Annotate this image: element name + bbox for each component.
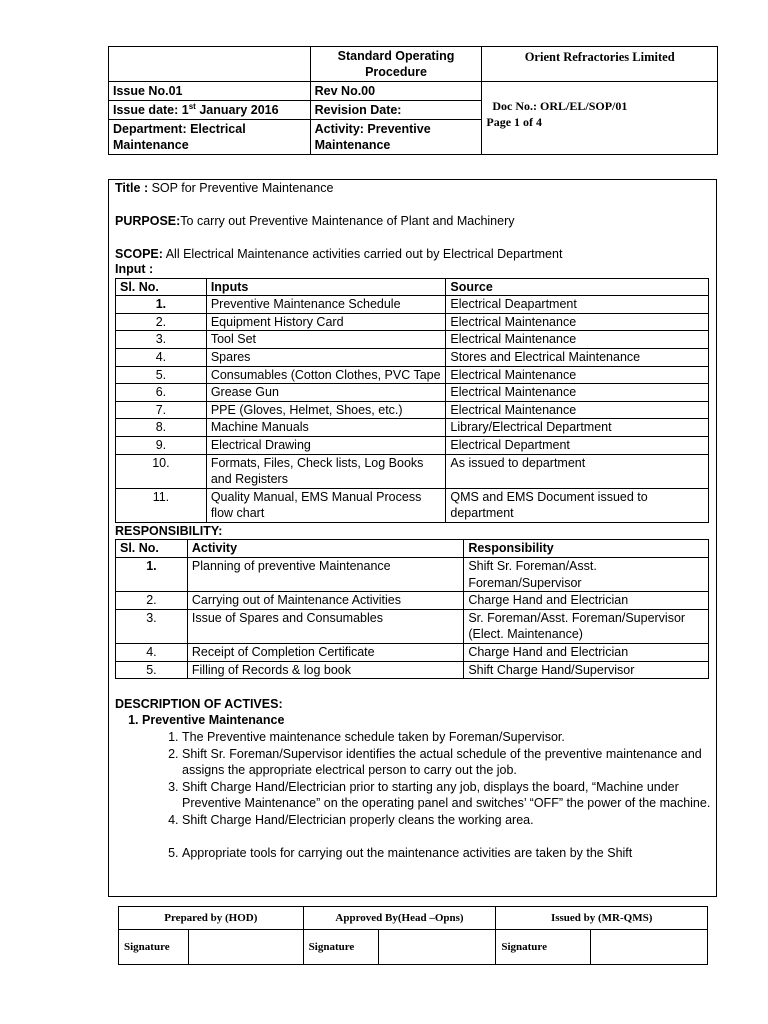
- input-row: [116, 366, 709, 384]
- doc-info: [482, 82, 718, 155]
- resp_table-cell: Carrying out of Maintenance Activities: [187, 592, 463, 610]
- inputs_table-cell: Formats, Files, Check lists, Log Books and Registers: [206, 454, 446, 488]
- description-heading: DESCRIPTION OF ACTIVES:: [115, 696, 283, 711]
- inputs_table-cell: 9.: [116, 436, 207, 454]
- inputs_table-cell: Electrical Drawing: [206, 436, 446, 454]
- inputs_table-cell: Tool Set: [206, 331, 446, 349]
- input-row: [116, 313, 709, 331]
- step-item: 1. The Preventive maintenance schedule taken by Foreman/Supervisor.: [182, 729, 715, 746]
- revision-date: Revision Date:: [310, 101, 482, 120]
- inputs_table-cell: As issued to department: [446, 454, 709, 488]
- resp_table-cell: Issue of Spares and Consumables: [187, 609, 463, 643]
- signature-label-issued: Signature: [496, 930, 591, 965]
- responsibility-table: [115, 539, 709, 679]
- resp_table-header-cell: Activity: [187, 540, 463, 558]
- inputs_table-cell: 6.: [116, 384, 207, 402]
- inputs_table-cell: Consumables (Cotton Clothes, PVC Tape: [206, 366, 446, 384]
- signature-label-approved: Signature: [303, 930, 378, 965]
- doc-type: Standard Operating Procedure: [310, 47, 482, 82]
- input-row: [116, 331, 709, 349]
- steps-list: [142, 729, 715, 862]
- inputs_table-cell: Equipment History Card: [206, 313, 446, 331]
- resp_table-cell: Receipt of Completion Certificate: [187, 644, 463, 662]
- inputs_table-cell: Electrical Deapartment: [446, 296, 709, 314]
- resp_table-header-cell: Sl. No.: [116, 540, 188, 558]
- page-number: Page 1 of 4: [486, 115, 543, 129]
- resp_table-cell: Charge Hand and Electrician: [464, 592, 709, 610]
- responsibility-row: [116, 661, 709, 679]
- inputs_table-header-row: [116, 278, 709, 296]
- section-preventive-maintenance: 1. Preventive Maintenance 1. The Preventive maintenance schedule taken by Foreman/Supervisor. 2. Shift Sr. Foreman/Supervisor identifies the actual schedule of the preventive maintenance and assigns the appropriate electrical person to carry out the job. 3. Shift Charge Hand/Electrician prior to starting any job, displays the board, “Machine under Preventive Maintenance” on the operating panel and switches’ “OFF” the power of the machine. 4. Shift Charge Hand/Electrician properly cleans the working area. 5. Appropriate tools for carrying out the maintenance activities are taken by the Shift: [142, 712, 715, 861]
- inputs_table-cell: 10.: [116, 454, 207, 488]
- inputs_table-cell: Electrical Maintenance: [446, 366, 709, 384]
- inputs_table-cell: 11.: [116, 488, 207, 522]
- step-item: 2. Shift Sr. Foreman/Supervisor identifies the actual schedule of the preventive maintenance and assigns the appropriate electrical person to carry out the job.: [182, 746, 715, 779]
- title-line: Title : SOP for Preventive Maintenance: [115, 181, 334, 195]
- inputs_table-cell: 5.: [116, 366, 207, 384]
- signature-field-issued[interactable]: [591, 930, 708, 965]
- resp_table-cell: 5.: [116, 661, 188, 679]
- resp_table-cell: Charge Hand and Electrician: [464, 644, 709, 662]
- resp_table-cell: Shift Charge Hand/Supervisor: [464, 661, 709, 679]
- approval-table: [118, 906, 708, 965]
- inputs_table-header-cell: Source: [446, 278, 709, 296]
- inputs_table-cell: QMS and EMS Document issued to department: [446, 488, 709, 522]
- doc-no: Doc No.: ORL/EL/SOP/01: [492, 99, 628, 113]
- header-table: [108, 46, 718, 155]
- input-row: [116, 401, 709, 419]
- resp_table-header-row: [116, 540, 709, 558]
- signature-field-prepared[interactable]: [188, 930, 303, 965]
- inputs_table-header-cell: Inputs: [206, 278, 446, 296]
- resp_table-cell: 1.: [116, 558, 188, 592]
- inputs_table-cell: 3.: [116, 331, 207, 349]
- input-row: [116, 488, 709, 522]
- input-label: Input :: [115, 261, 154, 276]
- inputs_table-cell: Quality Manual, EMS Manual Process flow chart: [206, 488, 446, 522]
- inputs_table-cell: Electrical Maintenance: [446, 384, 709, 402]
- resp_table-cell: Shift Sr. Foreman/Asst. Foreman/Supervisor: [464, 558, 709, 592]
- resp_table-cell: 4.: [116, 644, 188, 662]
- approved-by: Approved By(Head –Opns): [303, 907, 496, 930]
- input-row: [116, 384, 709, 402]
- resp_table-cell: Sr. Foreman/Asst. Foreman/Supervisor (Elect. Maintenance): [464, 609, 709, 643]
- resp_table-header-cell: Responsibility: [464, 540, 709, 558]
- inputs_table-cell: Electrical Maintenance: [446, 313, 709, 331]
- prepared-by: Prepared by (HOD): [119, 907, 304, 930]
- inputs_table-cell: 7.: [116, 401, 207, 419]
- rev-no: Rev No.00: [310, 82, 482, 101]
- responsibility-label: RESPONSIBILITY:: [115, 523, 223, 538]
- resp_table-cell: 2.: [116, 592, 188, 610]
- inputs_table-cell: Stores and Electrical Maintenance: [446, 348, 709, 366]
- department: Department: Electrical Maintenance: [109, 120, 311, 155]
- inputs_table-cell: Spares: [206, 348, 446, 366]
- inputs_table-cell: 1.: [116, 296, 207, 314]
- inputs-table: [115, 278, 709, 523]
- inputs_table-cell: Electrical Maintenance: [446, 401, 709, 419]
- input-row: [116, 436, 709, 454]
- responsibility-row: [116, 592, 709, 610]
- inputs_table-cell: Library/Electrical Department: [446, 419, 709, 437]
- description-list: [115, 712, 715, 861]
- input-row: [116, 348, 709, 366]
- inputs_table-cell: PPE (Gloves, Helmet, Shoes, etc.): [206, 401, 446, 419]
- inputs_table-cell: 4.: [116, 348, 207, 366]
- issued-by: Issued by (MR-QMS): [496, 907, 708, 930]
- resp_table-cell: Filling of Records & log book: [187, 661, 463, 679]
- responsibility-row: [116, 609, 709, 643]
- signature-field-approved[interactable]: [378, 930, 496, 965]
- inputs_table-cell: 2.: [116, 313, 207, 331]
- input-row: [116, 419, 709, 437]
- step-item: 3. Shift Charge Hand/Electrician prior to starting any job, displays the board, “Machine under Preventive Maintenance” on the operating panel and switches’ “OFF” the power of the machine.: [182, 779, 715, 812]
- inputs_table-cell: Grease Gun: [206, 384, 446, 402]
- inputs_table-header-cell: Sl. No.: [116, 278, 207, 296]
- input-row: [116, 296, 709, 314]
- activity: Activity: Preventive Maintenance: [310, 120, 482, 155]
- input-row: [116, 454, 709, 488]
- inputs_table-cell: Machine Manuals: [206, 419, 446, 437]
- signature-label-prepared: Signature: [119, 930, 189, 965]
- responsibility-row: [116, 558, 709, 592]
- inputs_table-cell: Electrical Department: [446, 436, 709, 454]
- resp_table-cell: Planning of preventive Maintenance: [187, 558, 463, 592]
- scope-line: SCOPE: All Electrical Maintenance activities carried out by Electrical Department: [115, 247, 563, 262]
- issue-no: Issue No.01: [109, 82, 311, 101]
- sop-body: [108, 179, 717, 897]
- inputs_table-cell: 8.: [116, 419, 207, 437]
- company-name: Orient Refractories Limited: [482, 47, 718, 82]
- step-item: 5. Appropriate tools for carrying out the maintenance activities are taken by the Shift: [182, 845, 715, 862]
- resp_table-cell: 3.: [116, 609, 188, 643]
- inputs_table-cell: Electrical Maintenance: [446, 331, 709, 349]
- issue-date: Issue date: 1st January 2016: [109, 101, 311, 120]
- purpose-line: PURPOSE:To carry out Preventive Maintenance of Plant and Machinery: [115, 214, 515, 229]
- inputs_table-cell: Preventive Maintenance Schedule: [206, 296, 446, 314]
- step-item: 4. Shift Charge Hand/Electrician properly cleans the working area.: [182, 812, 715, 829]
- responsibility-row: [116, 644, 709, 662]
